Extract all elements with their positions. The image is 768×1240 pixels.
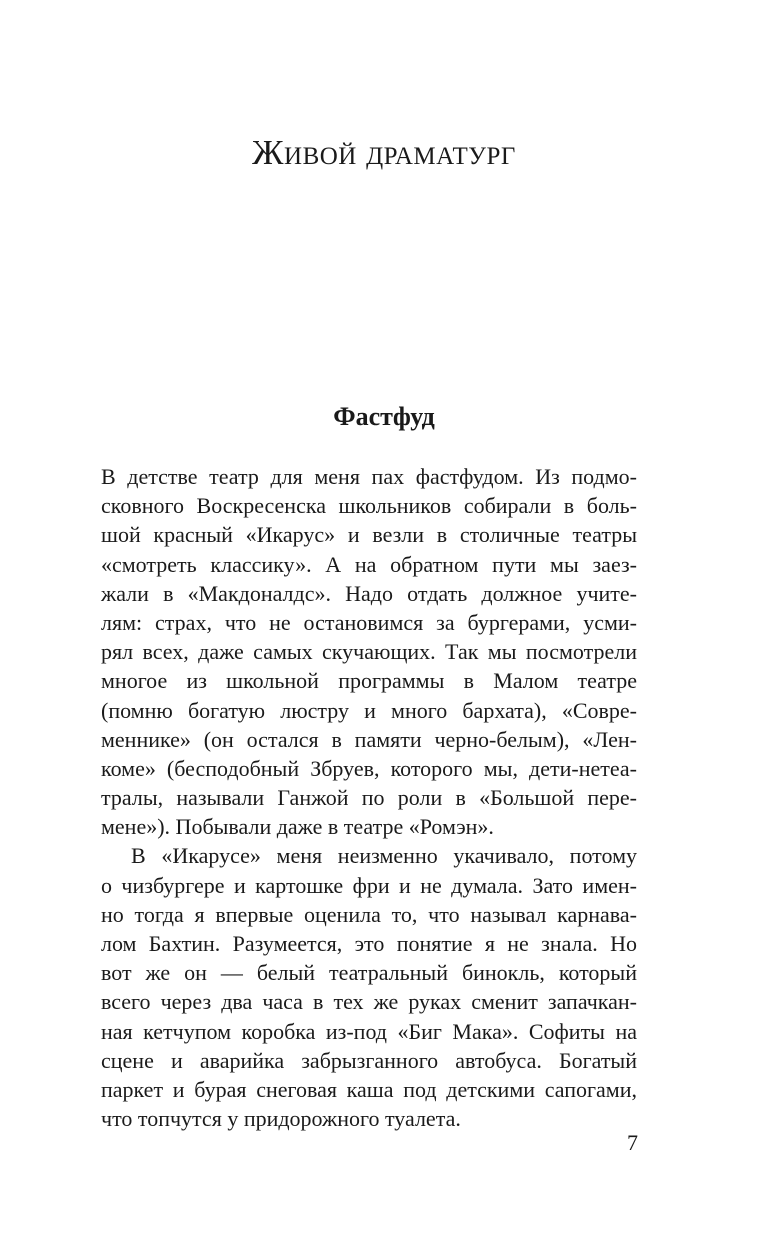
- text-line: что топчутся у придорожного туалета.: [101, 1106, 461, 1132]
- text-line: мене»). Побывали даже в театре «Ромэн».: [101, 814, 494, 840]
- text-line: (помню богатую люстру и много бархата), «Совре-: [101, 697, 637, 723]
- text-line: В детстве театр для меня пах фастфудом. Из подмо-: [101, 464, 637, 489]
- text-line: но тогда я впервые оценила то, что называл карнава-: [101, 901, 637, 927]
- text-line: вот же он — белый театральный бинокль, который: [101, 960, 637, 986]
- text-line: сцене и аварийка забрызганного автобуса. Богатый: [101, 1047, 637, 1073]
- text-line: рял всех, даже самых скучающих. Так мы посмотрели: [101, 639, 637, 665]
- page-number: 7: [627, 1130, 638, 1155]
- text-line: В «Икарусе» меня неизменно укачивало, потому: [131, 843, 637, 869]
- text-line: лом Бахтин. Разумеется, это понятие я не знала. Но: [101, 931, 637, 956]
- text-line: шой красный «Икарус» и везли в столичные театры: [101, 522, 637, 548]
- text-line: коме» (бесподобный Збруев, которого мы, дети-нетеа-: [101, 755, 637, 781]
- text-line: меннике» (он остался в памяти черно-белым), «Лен-: [101, 726, 637, 752]
- body-text: [101, 462, 637, 1133]
- text-line: ная кетчупом коробка из-под «Биг Мака». Софиты на: [101, 1018, 637, 1044]
- text-line: о чизбургере и картошке фри и не думала. Зато имен-: [101, 872, 637, 898]
- text-line: тралы, называли Ганжой по роли в «Большой пере-: [101, 785, 637, 811]
- text-line: всего через два часа в тех же руках сменит запачкан-: [101, 989, 637, 1015]
- chapter-title: Фастфуд: [333, 402, 435, 431]
- text-line: многое из школьной программы в Малом театре: [101, 668, 637, 694]
- text-line: «смотреть классику». А на обратном пути мы заез-: [101, 551, 637, 577]
- text-line: лям: страх, что не остановимся за бургерами, усми-: [101, 609, 637, 635]
- text-line: сковного Воскресенска школьников собирали в боль-: [101, 493, 637, 519]
- text-line: паркет и бурая снеговая каша под детскими сапогами,: [101, 1076, 637, 1102]
- text-line: жали в «Макдоналдс». Надо отдать должное учите-: [101, 580, 637, 606]
- section-title: Живой драматург: [252, 133, 516, 172]
